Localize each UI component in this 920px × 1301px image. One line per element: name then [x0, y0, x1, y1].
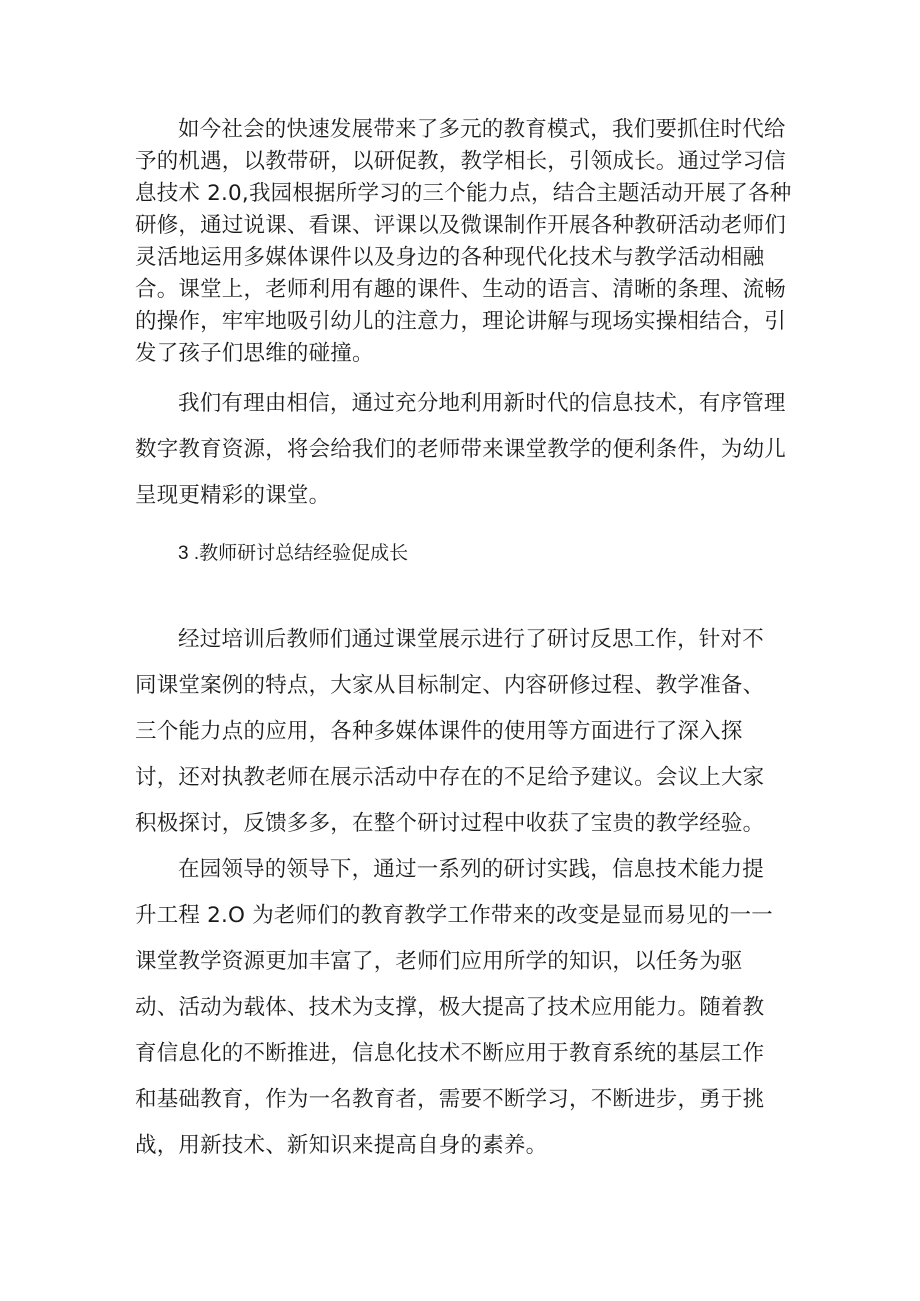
paragraph-line: 课堂教学资源更加丰富了，老师们应用所学的知识，以任务为驱 — [135, 949, 743, 974]
paragraph-line: 予的机遇，以教带研，以研促教，教学相长，引领成长。通过学习信 — [135, 149, 787, 174]
paragraph-line: 发了孩子们思维的碰撞。 — [135, 341, 374, 366]
paragraph-line: 三个能力点的应用，各种多媒体课件的使用等方面进行了深入探 — [135, 719, 743, 744]
paragraph-line: 如今社会的快速发展带来了多元的教育模式，我们要抓住时代给 — [178, 117, 786, 142]
paragraph-line: 升工程 2.O 为老师们的教育教学工作带来的改变是显而易见的一一 — [135, 903, 774, 928]
paragraph-line: 育信息化的不断推进，信息化技术不断应用于教育系统的基层工作 — [135, 1041, 765, 1066]
paragraph-line: 动、活动为载体、技术为支撑，极大提高了技术应用能力。随着教 — [135, 995, 765, 1020]
paragraph-line: 我们有理由相信，通过充分地利用新时代的信息技术，有序管理 — [178, 391, 786, 416]
paragraph-line: 经过培训后教师们通过课堂展示进行了研讨反思工作，针对不 — [178, 627, 764, 652]
paragraph-line: 积极探讨，反馈多多，在整个研讨过程中收获了宝贵的教学经验。 — [135, 811, 765, 836]
paragraph-line: 和基础教育，作为一名教育者，需要不断学习，不断进步，勇于挑 — [135, 1087, 765, 1112]
paragraph-line: 讨，还对执教老师在展示活动中存在的不足给予建议。会议上大家 — [135, 765, 765, 790]
paragraph-line: 数字教育资源，将会给我们的老师带来课堂教学的便利条件，为幼儿 — [135, 437, 787, 462]
section-heading: 3 .教师研讨总结经验促成长 — [178, 543, 409, 564]
paragraph-line: 呈现更精彩的课堂。 — [135, 483, 331, 508]
paragraph-line: 合。课堂上，老师利用有趣的课件、生动的语言、清晰的条理、流畅 — [135, 277, 787, 302]
paragraph-line: 在园领导的领导下，通过一系列的研讨实践，信息技术能力提 — [178, 857, 764, 882]
paragraph-line: 研修，通过说课、看课、评课以及微课制作开展各种教研活动老师们 — [135, 213, 787, 238]
paragraph-line: 的操作，牢牢地吸引幼儿的注意力，理论讲解与现场实操相结合，引 — [135, 309, 787, 334]
paragraph-line: 灵活地运用多媒体课件以及身边的各种现代化技术与教学活动相融 — [135, 245, 765, 270]
paragraph-line: 同课堂案例的特点，大家从目标制定、内容研修过程、教学准备、 — [135, 673, 765, 698]
paragraph-line: 息技术 2.0,我园根据所学习的三个能力点，结合主题活动开展了各种 — [135, 181, 792, 206]
paragraph-line: 战，用新技术、新知识来提高自身的素养。 — [135, 1133, 548, 1158]
